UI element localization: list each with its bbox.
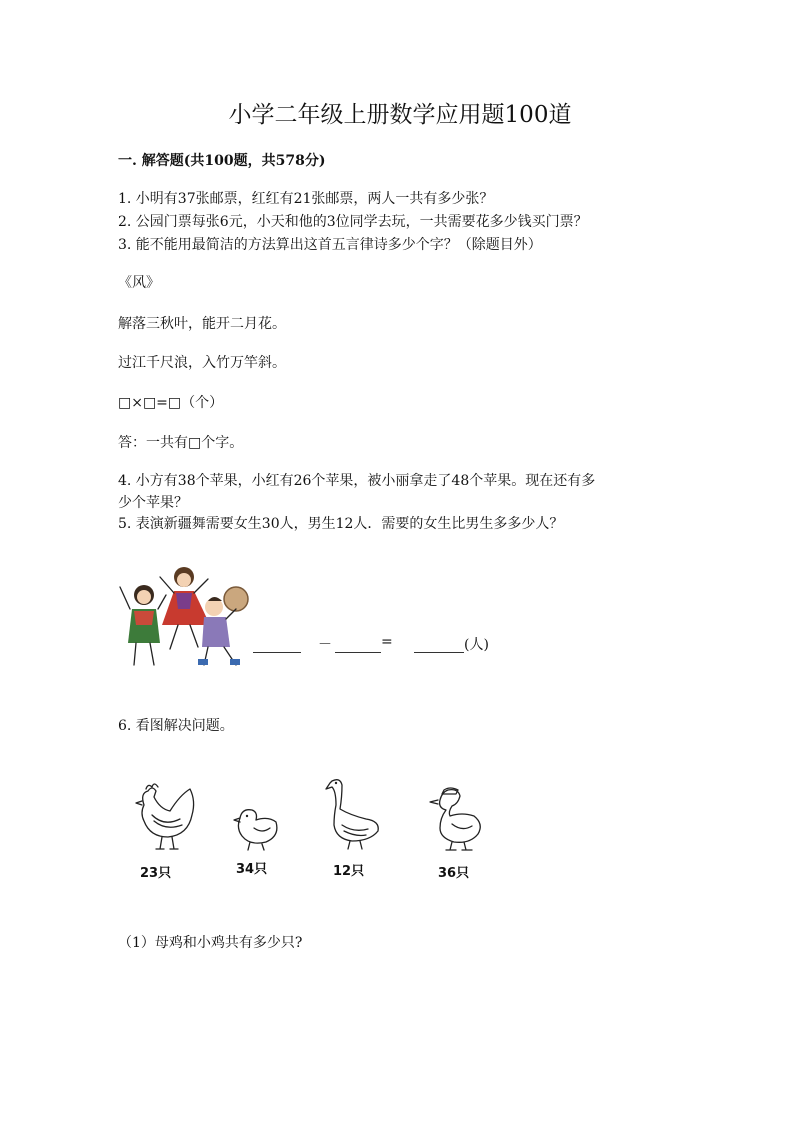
question-2: 2. 公园门票每张6元，小天和他的3位同学去玩，一共需要花多少钱买门票？ xyxy=(118,214,588,230)
q5-blank-3[interactable] xyxy=(414,652,464,653)
question-6-sub-1: （1）母鸡和小鸡共有多少只? xyxy=(118,935,303,951)
question-4-line-1: 4. 小方有38个苹果，小红有26个苹果，被小丽拿走了48个苹果。现在还有多 xyxy=(118,473,596,489)
q5-minus: － xyxy=(318,637,332,653)
section-header: 一. 解答题(共100题，共578分) xyxy=(118,153,326,169)
duck-icon xyxy=(428,786,488,854)
question-1: 1. 小明有37张邮票，红红有21张邮票，两人一共有多少张？ xyxy=(118,191,494,207)
page-title: 小学二年级上册数学应用题100道 xyxy=(228,102,572,128)
chick-count: 34只 xyxy=(236,862,268,877)
poem-line-2: 过江千尺浪，入竹万竿斜。 xyxy=(118,355,286,371)
duck-count: 36只 xyxy=(438,866,470,881)
rooster-icon xyxy=(130,775,202,853)
question-3: 3. 能不能用最简洁的方法算出这首五言律诗多少个字？（除题目外） xyxy=(118,237,542,253)
question-5: 5. 表演新疆舞需要女生30人，男生12人．需要的女生比男生多多少人？ xyxy=(118,516,564,532)
answer-line: 答：一共有□个字。 xyxy=(118,435,244,451)
goose-icon xyxy=(322,775,386,853)
formula-line: □×□=□（个） xyxy=(118,395,224,411)
q5-blank-2[interactable] xyxy=(335,652,381,653)
poem-title: 《风》 xyxy=(118,275,160,291)
q5-blank-1[interactable] xyxy=(253,652,301,653)
question-6: 6. 看图解决问题。 xyxy=(118,718,234,734)
question-4-line-2: 少个苹果？ xyxy=(118,495,188,511)
poem-line-1: 解落三秋叶，能开二月花。 xyxy=(118,316,286,332)
q5-unit: (人) xyxy=(464,637,489,653)
chick-icon xyxy=(228,800,284,854)
dancers-illustration xyxy=(118,565,253,671)
goose-count: 12只 xyxy=(333,864,365,879)
rooster-count: 23只 xyxy=(140,866,172,881)
q5-equals: = xyxy=(381,634,393,650)
